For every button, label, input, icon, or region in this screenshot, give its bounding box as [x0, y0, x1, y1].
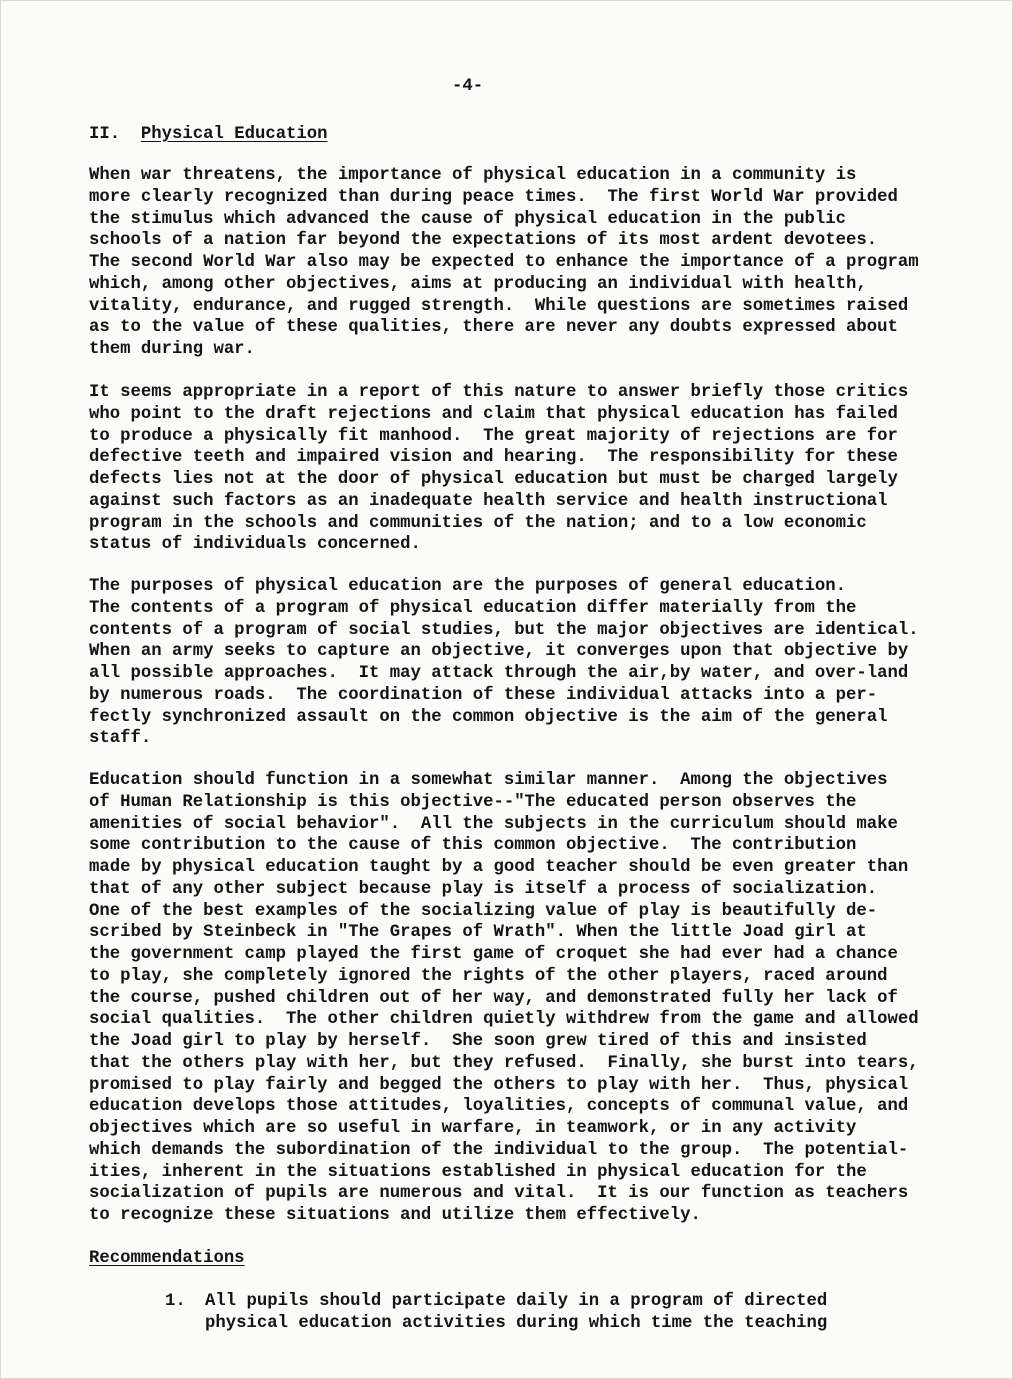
text-line: the Joad girl to play by herself. She soon grew tired of this and insisted [89, 1032, 867, 1051]
text-line: schools of a nation far beyond the expectations of its most ardent devotees. [89, 231, 878, 251]
text-line: all possible approaches. It may attack through the air,by water, and over-land [89, 664, 909, 683]
text-line: vitality, endurance, and rugged strength. While questions are sometimes raised [89, 296, 909, 316]
text-line: objectives which are so useful in warfare, in teamwork, or in any activity [89, 1119, 857, 1138]
text-line: the stimulus which advanced the cause of physical education in the public [89, 209, 847, 229]
text-line: the government camp played the first game of croquet she had ever had a chance [89, 945, 898, 964]
text-line: more clearly recognized than during peace times. The first World War provided [89, 187, 898, 207]
text-line: to recognize these situations and utilize them effectively. [89, 1206, 701, 1225]
paragraph-war-importance [89, 165, 969, 361]
text-line: that of any other subject because play is itself a process of socialization. [89, 879, 878, 899]
text-line: to play, she completely ignored the rights of the other players, raced around [89, 966, 888, 986]
text-line: made by physical education taught by a good teacher should be even greater than [89, 858, 909, 877]
text-line: contents of a program of social studies, but the major objectives are identical. [89, 620, 919, 640]
text-line: physical education activities during which time the teaching [205, 1313, 828, 1333]
text-line: social qualities. The other children quietly withdrew from the game and allowed [89, 1010, 919, 1030]
text-line: of Human Relationship is this objective--"The educated person observes the [89, 792, 857, 812]
text-line: the course, pushed children out of her way, and demonstrated fully her lack of [89, 988, 898, 1008]
recommendation-text [205, 1291, 827, 1335]
section-title: Physical Education [140, 125, 328, 144]
text-line: When an army seeks to capture an objective, it converges upon that objective by [89, 642, 909, 662]
text-line: fectly synchronized assault on the common objective is the aim of the general [89, 707, 888, 727]
text-line: One of the best examples of the socializing value of play is beautifully de- [89, 901, 878, 921]
text-line: amenities of social behavior". All the subjects in the curriculum should make [89, 814, 898, 834]
text-line: promised to play fairly and begged the others to play with her. Thus, physical [89, 1075, 909, 1095]
text-line: When war threatens, the importance of physical education in a community is [89, 166, 857, 185]
text-line: which demands the subordination of the individual to the group. The potential- [89, 1140, 909, 1160]
text-line: them during war. [89, 340, 255, 359]
paragraph-draft-rejections [89, 382, 969, 556]
text-line: socialization of pupils are numerous and vital. It is our function as teachers [89, 1184, 909, 1204]
text-line: education develops those attitudes, loyalities, concepts of communal value, and [89, 1097, 909, 1117]
text-line: by numerous roads. The coordination of these individual attacks into a per- [89, 685, 878, 705]
text-line: against such factors as an inadequate health service and health instructional [89, 491, 888, 511]
text-line: which, among other objectives, aims at producing an individual with health, [89, 274, 867, 294]
section-heading [89, 124, 328, 146]
text-line: All pupils should participate daily in a program of directed [205, 1292, 828, 1311]
paragraph-socialization [89, 770, 969, 1227]
text-line: It seems appropriate in a report of this nature to answer briefly those critics [89, 383, 909, 402]
text-line: defective teeth and impaired vision and hearing. The responsibility for these [89, 448, 898, 468]
text-line: Education should function in a somewhat similar manner. Among the objectives [89, 771, 888, 790]
text-line: ities, inherent in the situations established in physical education for the [89, 1162, 867, 1182]
text-line: scribed by Steinbeck in "The Grapes of Wrath". When the little Joad girl at [89, 923, 867, 943]
text-line: The second World War also may be expected to enhance the importance of a program [89, 253, 919, 272]
page-number: -4- [452, 77, 484, 96]
paragraph-purposes [89, 576, 969, 750]
text-line: defects lies not at the door of physical education but must be charged largely [89, 470, 898, 489]
text-line: to produce a physically fit manhood. The great majority of rejections are for [89, 426, 898, 446]
recommendation-number: 1. [165, 1292, 186, 1311]
recommendations-heading: Recommendations [89, 1249, 245, 1268]
text-line: program in the schools and communities of the nation; and to a low economic [89, 513, 867, 533]
text-line: status of individuals concerned. [89, 535, 421, 555]
text-line: who point to the draft rejections and claim that physical education has failed [89, 404, 898, 424]
section-numeral: II. [89, 125, 121, 144]
text-line: The contents of a program of physical education differ materially from the [89, 598, 857, 618]
text-line: The purposes of physical education are the purposes of general education. [89, 577, 847, 596]
text-line: some contribution to the cause of this common objective. The contribution [89, 836, 857, 856]
text-line: that the others play with her, but they refused. Finally, she burst into tears, [89, 1053, 919, 1073]
text-line: as to the value of these qualities, there are never any doubts expressed about [89, 318, 898, 338]
text-line: staff. [89, 729, 152, 749]
